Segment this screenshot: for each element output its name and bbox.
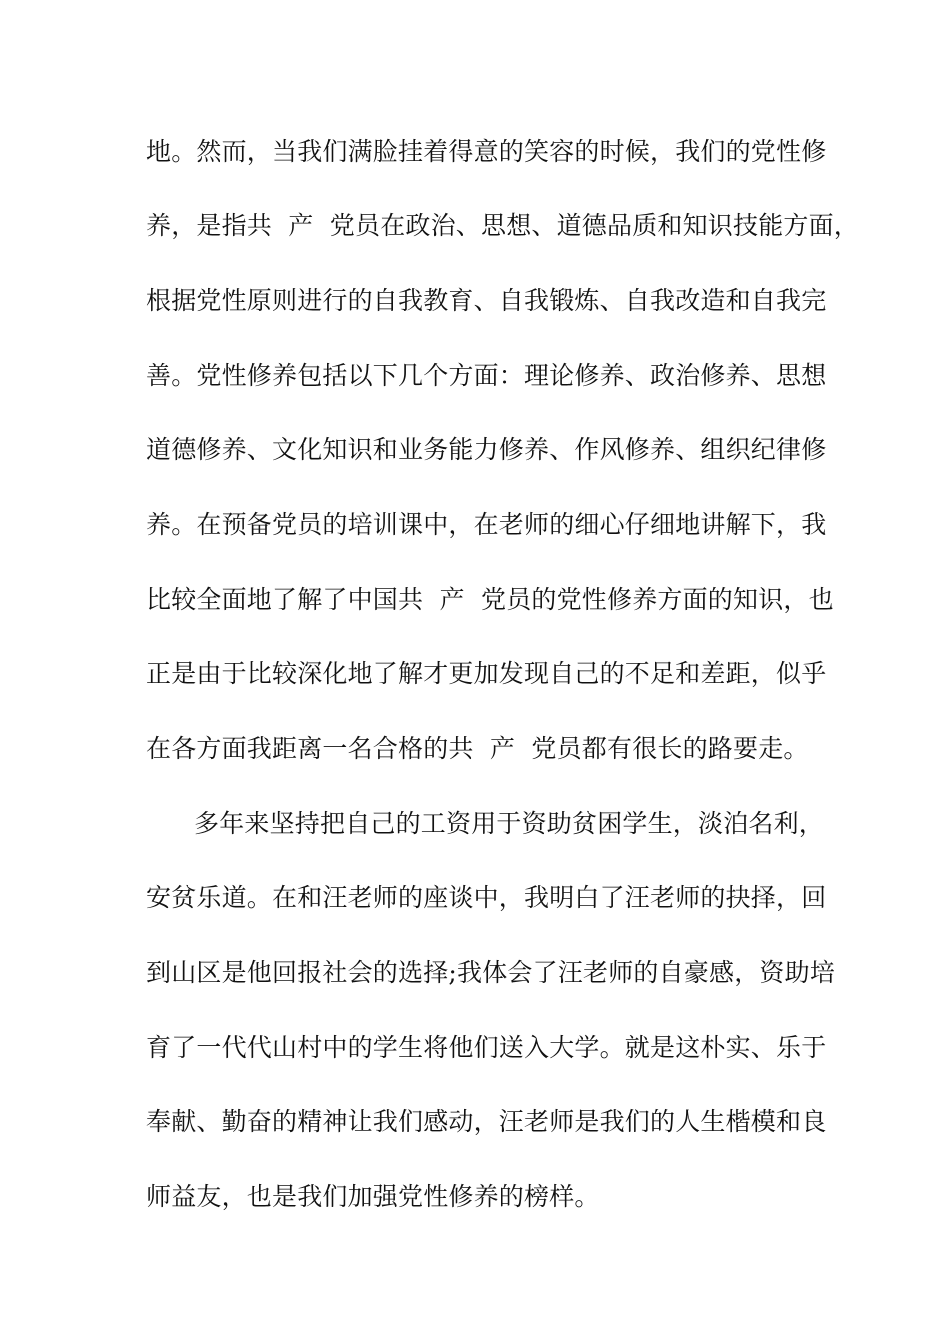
text-line: 道德修养、文化知识和业务能力修养、作风修养、组织纪律修 [146,435,827,464]
text-line: 善。党性修养包括以下几个方面：理论修养、政治修养、思想 [146,361,827,390]
text-line: 奉献、勤奋的精神让我们感动，汪老师是我们的人生楷模和良 [146,1107,827,1136]
text-line: 根据党性原则进行的自我教育、自我锻炼、自我改造和自我完 [146,286,827,315]
text-line: 比较全面地了解了中国共 产 党员的党性修养方面的知识，也 [146,585,834,614]
text-line: 正是由于比较深化地了解才更加发现自己的不足和差距，似乎 [146,659,827,688]
text-line: 养，是指共 产 党员在政治、思想、道德品质和知识技能方面， [146,211,859,240]
text-line: 安贫乐道。在和汪老师的座谈中，我明白了汪老师的抉择，回 [146,883,827,912]
text-line: 师益友，也是我们加强党性修养的榜样。 [146,1182,600,1211]
text-line: 地。然而，当我们满脸挂着得意的笑容的时候，我们的党性修 [146,137,827,166]
text-line: 多年来坚持把自己的工资用于资助贫困学生，淡泊名利， [194,809,825,838]
text-line: 在各方面我距离一名合格的共 产 党员都有很长的路要走。 [146,734,809,763]
text-line: 育了一代代山村中的学生将他们送入大学。就是这朴实、乐于 [146,1033,827,1062]
text-line: 养。在预备党员的培训课中，在老师的细心仔细地讲解下，我 [146,510,827,539]
text-line: 到山区是他回报社会的选择;我体会了汪老师的自豪感，资助培 [146,958,836,987]
